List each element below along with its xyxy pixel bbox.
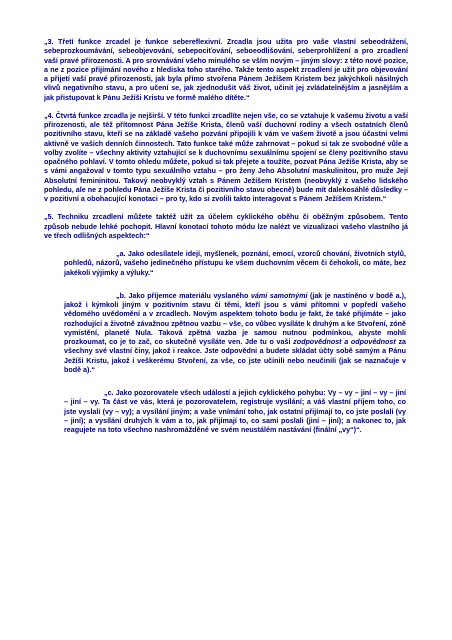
subpoint-b-before: „b. Jako příjemce materiálu vyslaného (116, 291, 251, 300)
subpoint-b (44, 292, 408, 375)
subpoint-b-emphasis-2: zodpovědnost a odpovědnost (293, 338, 396, 346)
subpoint-b-emphasis-1: vámi samotnými (250, 291, 308, 300)
subpoint-c-text (64, 389, 406, 435)
paragraph-3: „3. Třetí funkce zrcadel je funkce sebereflexivní. Zrcadla jsou užita pro vaše vlastní sebeodrážení, sebeprozkoumávání, sebeobjevování, sebepociťování, seboeodlišování, seberprohlížení a pro zrcadlení vaší pravé přirozenosti. A pro srovnávání všeho minulého se vším novým – jiným slovy: z této nové pozice, a ne z pozice přijímání nového z hlediska toho starého. Takže tento aspekt zrcadlení je užit pro objevování a přijetí vaší pravé přirozenosti, jak byla přímo stvořena Pánem Ježíšem Kristem bez jakýchkoli násilných vlivů negativního stavu, a pro učení se, jak zjednodušit váš život, učinit jej zvládatelnějším a jasnějším a jak přistupovat k Pánu Ježíši Kristu ve formě malého dítěte.“ (44, 38, 408, 102)
subpoint-a-body: „a. Jako odesílatele idejí, myšlenek, poznání, emocí, vzorců chování, životních stylů, pohledů, názorů, vašeho jedinečného přístupu ke všem duchovním věcem či čehokoli, co máte, bez jakékoli výjimky a výluky.“ (64, 250, 406, 277)
paragraph-4: „4. Čtvrtá funkce zrcadla je nejširší. V této funkci zrcadlíte nejen vše, co se vztahuje k vašemu životu a vaší přirozenosti, ale též přítomnost Pána Ježíše Krista, členů vaší duchovní rodiny a všech ostatních členů pozitivního stavu, kteří se na základě vašeho pozvání připojili k vám ve vašem životě a jsou účastni velmi aktivně ve vašich denních činnostech. Tato funkce také může zahrnovat – pokud si tak ze svobodné vůle a volby zvolíte – všechny aktivity vztahující se k duchovnímu sexuálnímu spojení se členy pozitivního stavu opačného pohlaví. V tomto ohledu můžete, pokud si tak přejete a toužíte, pozvat Pána Ježíše Krista, aby se s vámi angažoval v tomto typu sexuálního vztahu – pro ženy Jeho Absolutní maskulinitou, pro muže Její Absolutní femininitou. Takový neobvyklý vztah s Pánem Ježíšem Kristem (neobvyklý z vašeho lidského pohledu, ale ne z pohledu Pána Ježíše Krista či pozitivního stavu obecně) bude mít dalekosáhlé důsledky – v pozitivní a obohacující konotaci – pro ty, kdo si zvolili takto interagovat s Pánem Ježíšem Kristem.“ (44, 111, 408, 203)
subpoint-a-text (64, 250, 406, 278)
subpoint-b-middle: (jak je nastíněno v bodě a.), jakož i kýmkoli jiným v pozitivním stavu či těmi, kteří jsou s vámi přítomni v popředí vašeho vědomého uvědomění a v zrcadlech. Novým aspektem tohoto bodu je fakt, že také přijímáte – jako rozhodující a životně závažnou zpětnou vazbu – vše, co vůbec vysíláte k druhým a ke Stvoření, zóně vymístění, planetě Nula. Taková zpětná vazba je samou nutnou podmínkou, abyste mohli prozkoumat, co je to zač, co skutečně vysíláte ven. Jde tu o vaši (64, 291, 406, 346)
subpoint-b-text (64, 292, 406, 375)
subpoint-c-body: „c. Jako pozorovatele všech událostí a jejich cyklického pohybu: Vy – vy – jiní – vy – jiní – jiní – vy. Ta část ve vás, která je pozorovatelem, registruje vysílání; a váš vlastní příjem toho, co jste vyslali (vy – vy); a vysílání jiným; a vaše vnímání toho, jak ostatní přijímají to, co jste poslali (vy – jiní); a vysílání druhých k vám a to, jak přijímají to, co sami poslali (jiní – jiní); a nakonec to, jak reagujete na toto všechno nashromážděné ve svém neustálém nastávání (finální „vy“)“. (64, 389, 406, 434)
subpoint-b-after: za všechny své vlastní činy, jakož i reakce. Jste odpovědni a budete skládat účty sobě samým a Pánu Ježíši Kristu, jakož i veškerému Stvoření, za vše, co jste učinili nebo neučinili (jak se naznačuje v bodě a).“ (64, 338, 406, 374)
subpoint-a (44, 250, 408, 278)
subpoint-c (44, 389, 408, 435)
paragraph-5: „5. Techniku zrcadlení můžete taktéž užít za účelem cyklického oběhu či oběžným způsobem. Tento způsob nebude lehké pochopit. Hlavní konotací tohoto módu lze nalézt ve vizualizaci vašeho vlastního já ve třech odlišných aspektech:“ (44, 213, 408, 240)
